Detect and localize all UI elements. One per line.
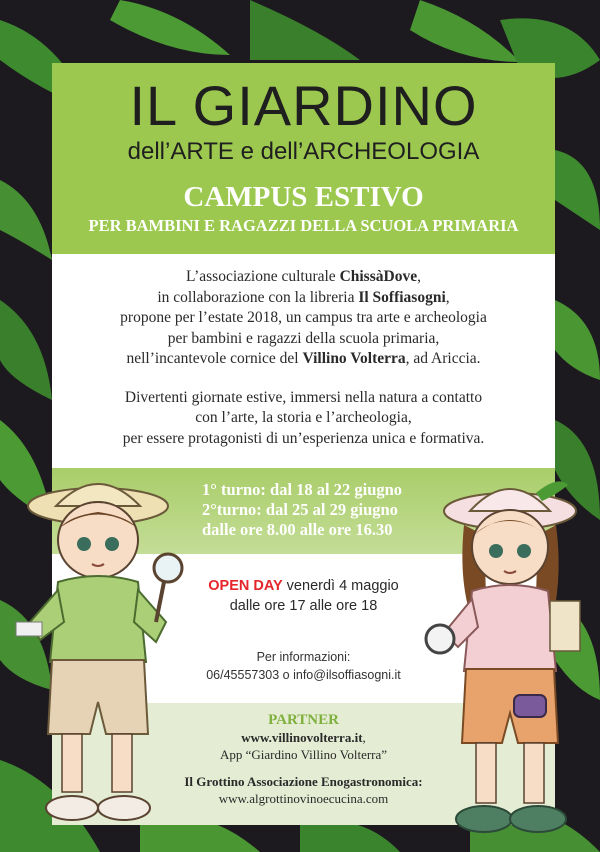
- partner-site-2[interactable]: www.algrottinovinoecucina.com: [218, 791, 389, 806]
- open-day-label: OPEN DAY: [208, 578, 283, 594]
- partner-section: PARTNER www.villinovolterra.it, App “Giardino Villino Volterra” Il Grottino Associazione Enogastronomica: www.algrottinovinoecucina.com: [52, 703, 555, 825]
- header-section: [52, 63, 555, 254]
- campus-subheading: PER BAMBINI E RAGAZZI DELLA SCUOLA PRIMARIA: [88, 216, 519, 235]
- poster-subtitle: dell’ARTE e dell’ARCHEOLOGIA: [127, 138, 480, 165]
- intro-line: in collaborazione con la libreria Il Soffiasogni,: [157, 288, 450, 306]
- partner-org: Il Grottino Associazione Enogastronomica: [184, 774, 419, 789]
- intro-line: nell’incantevole cornice del Villino Volterra, ad Ariccia.: [126, 350, 481, 367]
- poster-title: IL GIARDINO: [129, 74, 478, 137]
- open-day-date: venerdì 4 maggio: [282, 578, 399, 594]
- turn-1: 1° turno: dal 18 al 22 giugno: [202, 480, 403, 499]
- intro-section: [52, 254, 555, 468]
- intro-line: per bambini e ragazzi della scuola primaria,: [167, 329, 440, 347]
- intro-line: Divertenti giornate estive, immersi nella natura a contatto: [124, 388, 483, 406]
- intro-line: con l’arte, la storia e l’archeologia,: [195, 409, 412, 426]
- girl-explorer-illustration: [418, 475, 596, 840]
- info-contact: 06/45557303 o info@ilsoffiasogni.it: [206, 668, 401, 682]
- schedule-hours: dalle ore 8.00 alle ore 16.30: [202, 520, 393, 539]
- partner-app: App “Giardino Villino Volterra”: [219, 747, 388, 762]
- intro-line: propone per l’estate 2018, un campus tra arte e archeologia: [120, 309, 487, 326]
- campus-heading: CAMPUS ESTIVO: [183, 181, 424, 213]
- boy-explorer-illustration: [6, 472, 186, 832]
- open-day-hours: dalle ore 17 alle ore 18: [229, 598, 378, 614]
- partner-site-1[interactable]: www.villinovolterra.it: [241, 730, 363, 745]
- info-label: Per informazioni:: [256, 650, 351, 664]
- intro-line: per essere protagonisti di un’esperienza unica e formativa.: [122, 429, 485, 447]
- intro-line: L’associazione culturale ChissàDove,: [186, 268, 421, 285]
- partner-title: PARTNER: [268, 712, 339, 728]
- turn-2: 2°turno: dal 25 al 29 giugno: [202, 500, 398, 519]
